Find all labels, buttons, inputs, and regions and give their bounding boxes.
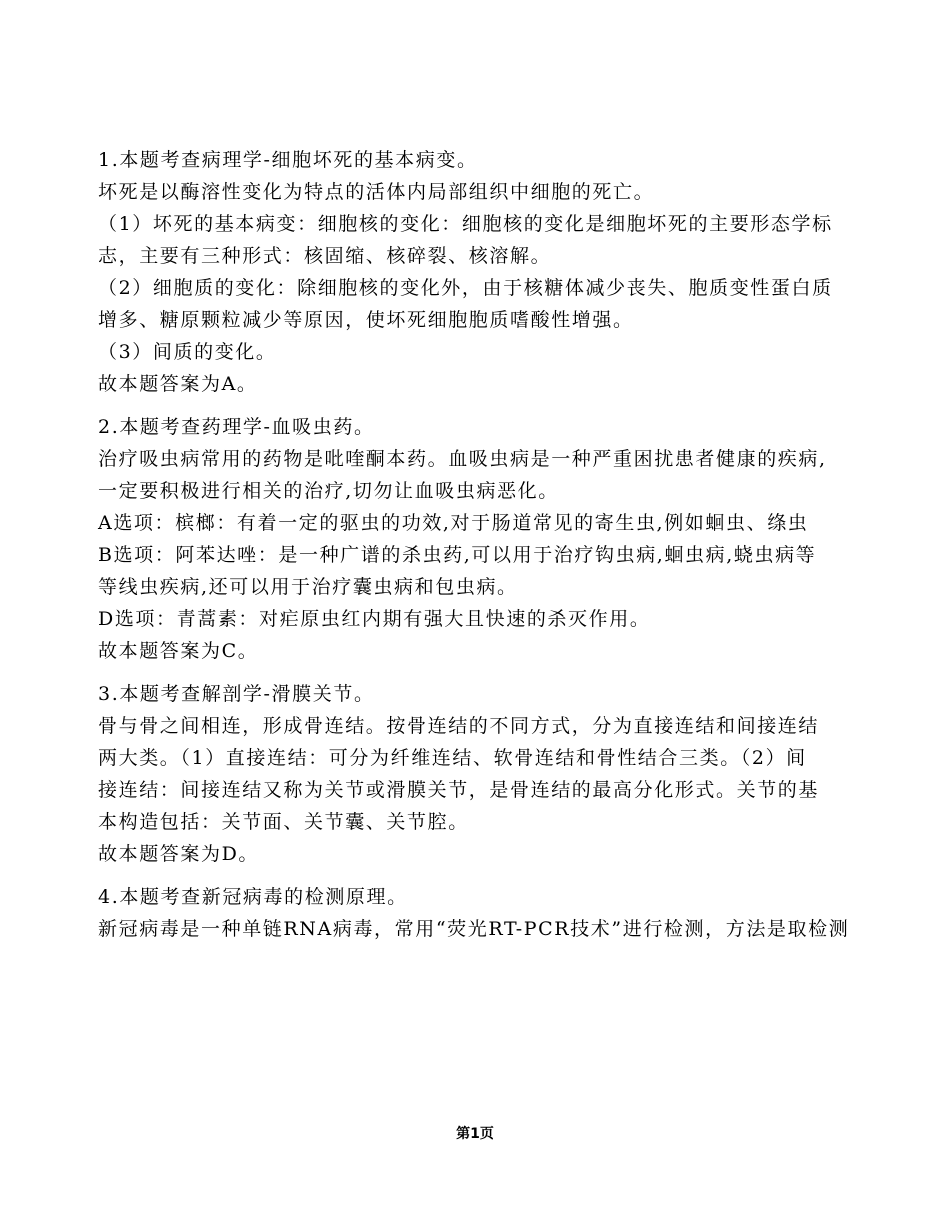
paragraph-line: 一定要积极进行相关的治疗,切勿让血吸虫病恶化。 [98,480,559,502]
answer-line: 故本题答案为A。 [98,373,258,395]
section-heading: 1.本题考查病理学-细胞坏死的基本病变。 [98,149,478,171]
answer-section-4 [98,881,878,945]
paragraph-line: （2）细胞质的变化：除细胞核的变化外，由于核糖体减少丧失、胞质变性蛋白质 [98,277,833,299]
paragraph-line: D选项：青蒿素：对疟原虫红内期有强大且快速的杀灭作用。 [98,608,651,630]
paragraph-line: 等线虫疾病,还可以用于治疗囊虫病和包虫病。 [98,576,518,598]
paragraph-line: 治疗吸虫病常用的药物是吡喹酮本药。血吸虫病是一种严重困扰患者健康的疾病, [98,448,827,470]
paragraph-line: 接连结：间接连结又称为关节或滑膜关节，是骨连结的最高分化形式。关节的基 [98,779,820,801]
paragraph-line: 两大类。（1）直接连结：可分为纤维连结、软骨连结和骨性结合三类。（2）间 [98,747,807,769]
paragraph-line: 志，主要有三种形式：核固缩、核碎裂、核溶解。 [98,245,552,267]
document-body [98,144,878,956]
paragraph-line: 新冠病毒是一种单链RNA病毒，常用“荧光RT-PCR技术”进行检测，方法是取检测 [98,918,850,940]
paragraph-line: 骨与骨之间相连，形成骨连结。按骨连结的不同方式，分为直接连结和间接连结 [98,715,820,737]
paragraph-line: A选项：槟榔：有着一定的驱虫的功效,对于肠道常见的寄生虫,例如蛔虫、绦虫 [98,512,809,534]
answer-section-3 [98,678,878,870]
paragraph-line: 增多、糖原颗粒减少等原因，使坏死细胞胞质嗜酸性增强。 [98,309,634,331]
answer-section-1 [98,144,878,400]
paragraph-line: （1）坏死的基本病变：细胞核的变化：细胞核的变化是细胞坏死的主要形态学标 [98,213,833,235]
section-heading: 4.本题考查新冠病毒的检测原理。 [98,886,408,908]
answer-section-2 [98,411,878,667]
paragraph-line: 本构造包括：关节面、关节囊、关节腔。 [98,811,469,833]
section-heading: 2.本题考查药理学-血吸虫药。 [98,416,375,438]
section-heading: 3.本题考查解剖学-滑膜关节。 [98,683,375,705]
paragraph-line: （3）间质的变化。 [98,341,277,363]
answer-line: 故本题答案为C。 [98,640,259,662]
page-number: 第1页 [456,1126,494,1142]
answer-line: 故本题答案为D。 [98,843,260,865]
paragraph-line: 坏死是以酶溶性变化为特点的活体内局部组织中细胞的死亡。 [98,181,655,203]
paragraph-line: B选项：阿苯达唑：是一种广谱的杀虫药,可以用于治疗钩虫病,蛔虫病,蛲虫病等 [98,544,817,566]
